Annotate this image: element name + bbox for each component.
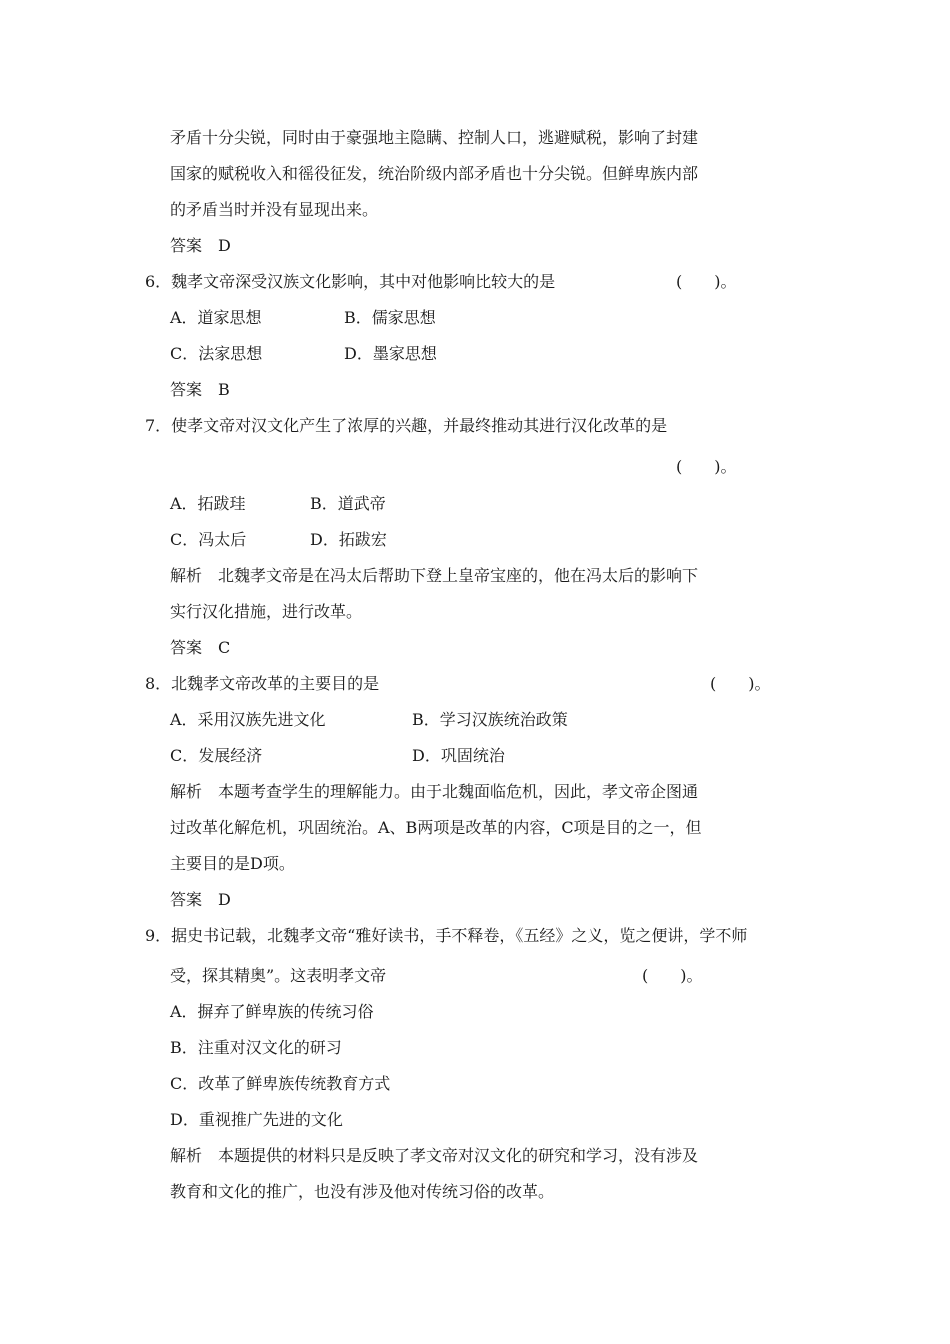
q7-answer-blank: ( )。 [676, 457, 737, 476]
q6-option-a: A．道家思想 [170, 308, 262, 327]
q7-analysis-1: 解析 北魏孝文帝是在冯太后帮助下登上皇帝宝座的，他在冯太后的影响下 [170, 566, 699, 585]
q9-option-a: A．摒弃了鲜卑族的传统习俗 [170, 1002, 374, 1021]
intro-line-3: 的矛盾当时并没有显现出来。 [170, 200, 379, 219]
intro-line-1: 矛盾十分尖锐，同时由于豪强地主隐瞒、控制人口，逃避赋税，影响了封建 [170, 128, 699, 147]
q6-answer-blank: ( )。 [676, 272, 737, 291]
intro-line-2: 国家的赋税收入和徭役征发，统治阶级内部矛盾也十分尖锐。但鲜卑族内部 [170, 164, 699, 183]
q7-option-d: D．拓跋宏 [310, 530, 387, 549]
q9-option-d: D．重视推广先进的文化 [170, 1110, 343, 1129]
q8-answer: 答案 D [170, 890, 231, 909]
q6-option-c: C．法家思想 [170, 344, 263, 363]
q8-analysis-3: 主要目的是D项。 [170, 854, 295, 873]
q7-analysis-2: 实行汉化措施，进行改革。 [170, 602, 363, 621]
q7-option-b: B．道武帝 [310, 494, 386, 513]
q9-answer-blank: ( )。 [642, 966, 703, 985]
q6-answer: 答案 B [170, 380, 230, 399]
q8-stem: 8．北魏孝文帝改革的主要目的是 [145, 674, 380, 693]
q6-stem: 6．魏孝文帝深受汉族文化影响，其中对他影响比较大的是 [145, 272, 556, 291]
intro-answer: 答案 D [170, 236, 231, 255]
q9-stem-2: 受，探其精奥”。这表明孝文帝 [170, 966, 387, 985]
q8-option-a: A．采用汉族先进文化 [170, 710, 326, 729]
q8-analysis-1: 解析 本题考查学生的理解能力。由于北魏面临危机，因此，孝文帝企图通 [170, 782, 699, 801]
q8-analysis-2: 过改革化解危机，巩固统治。A、B两项是改革的内容，C项是目的之一，但 [170, 818, 702, 837]
q7-option-c: C．冯太后 [170, 530, 247, 549]
q6-option-d: D．墨家思想 [344, 344, 437, 363]
q7-option-a: A．拓跋珪 [170, 494, 246, 513]
q8-answer-blank: ( )。 [710, 674, 771, 693]
q7-stem: 7．使孝文帝对汉文化产生了浓厚的兴趣，并最终推动其进行汉化改革的是 [145, 416, 668, 435]
q7-answer: 答案 C [170, 638, 231, 657]
q8-option-c: C．发展经济 [170, 746, 263, 765]
q9-stem-1: 9．据史书记载，北魏孝文帝“雅好读书，手不释卷，《五经》之义，览之便讲，学不师 [145, 926, 748, 945]
q6-option-b: B．儒家思想 [344, 308, 436, 327]
q8-option-d: D．巩固统治 [412, 746, 505, 765]
q9-option-b: B．注重对汉文化的研习 [170, 1038, 342, 1057]
q8-option-b: B．学习汉族统治政策 [412, 710, 568, 729]
q9-option-c: C．改革了鲜卑族传统教育方式 [170, 1074, 391, 1093]
q9-analysis-2: 教育和文化的推广，也没有涉及他对传统习俗的改革。 [170, 1182, 555, 1201]
q9-analysis-1: 解析 本题提供的材料只是反映了孝文帝对汉文化的研究和学习，没有涉及 [170, 1146, 699, 1165]
